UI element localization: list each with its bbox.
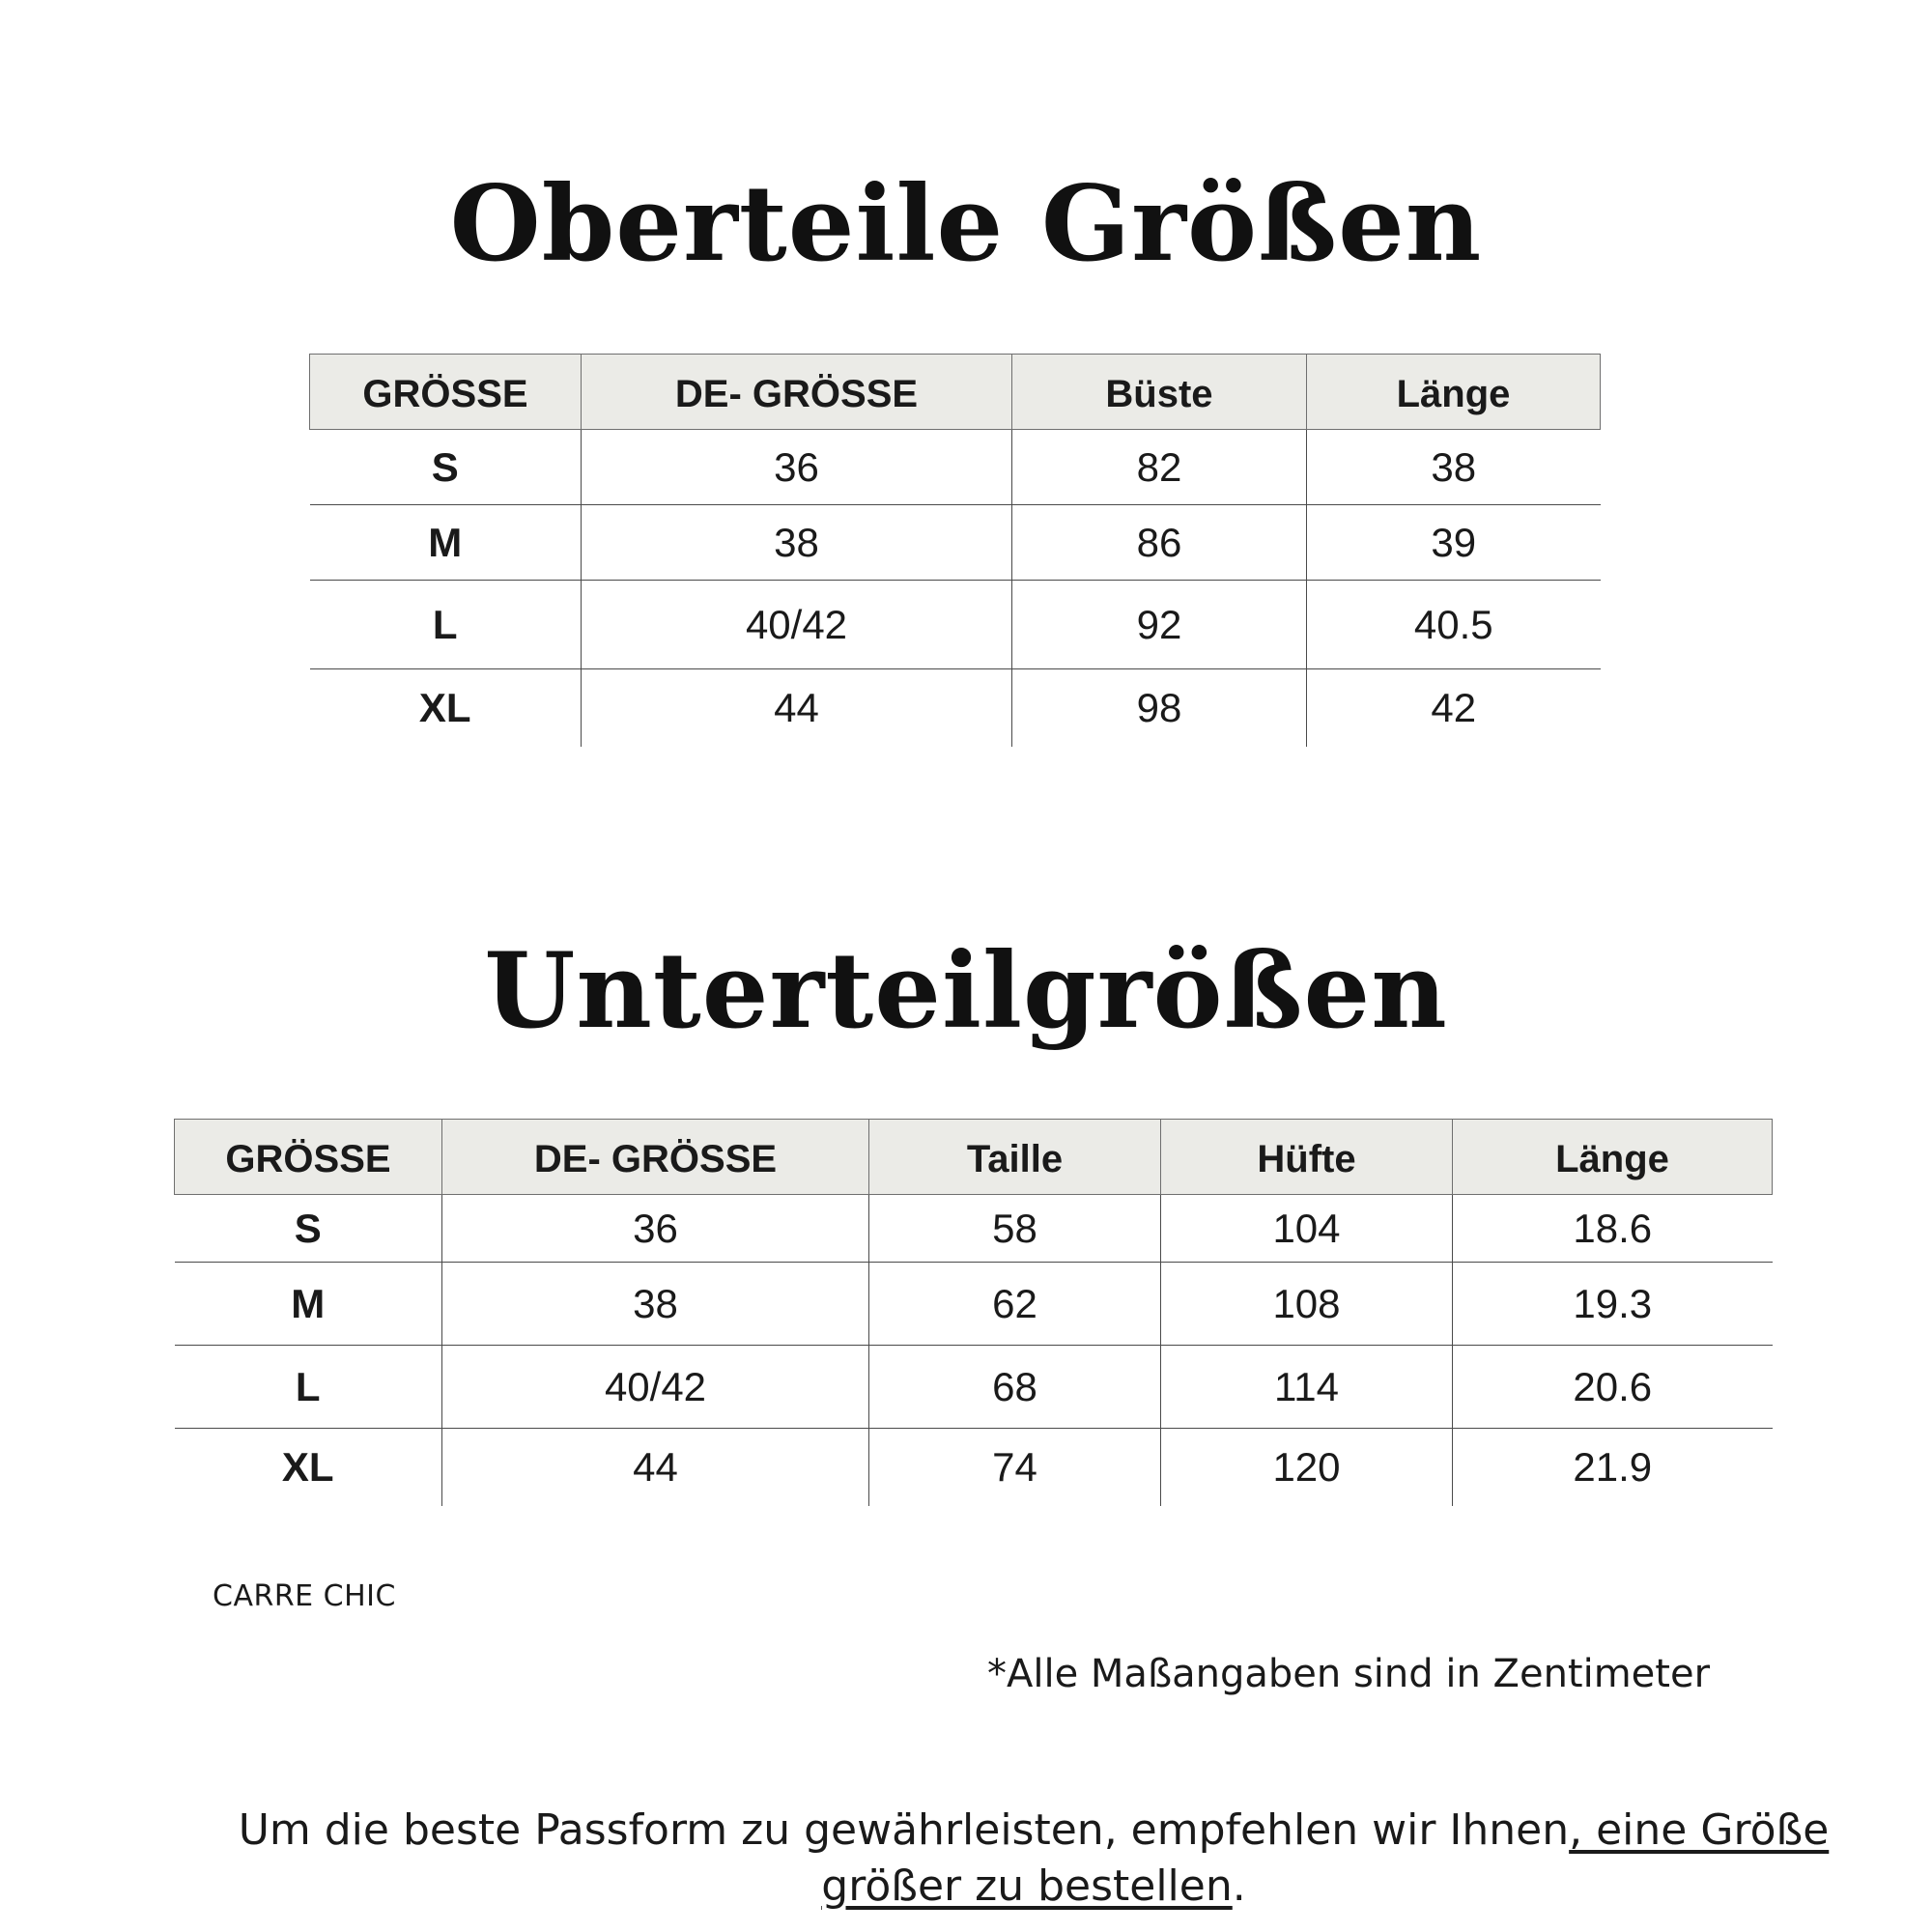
tops-header-row [310,355,1601,430]
length-cell: 19.3 [1453,1263,1773,1346]
fit-advice [203,1803,1864,1915]
size-cell: M [310,505,582,581]
table-row [310,505,1601,581]
bottoms-header-de-size: DE- GRÖSSE [442,1120,869,1195]
bust-cell: 98 [1012,669,1307,747]
de-size-cell: 36 [582,430,1012,505]
tops-header-size: GRÖSSE [310,355,582,430]
bust-cell: 92 [1012,581,1307,669]
bust-cell: 86 [1012,505,1307,581]
brand-label: CARRE CHIC [213,1579,396,1613]
fit-advice-end: . [1232,1861,1246,1911]
size-cell: L [175,1346,442,1429]
tops-header-bust: Büste [1012,355,1307,430]
hip-cell: 114 [1161,1346,1453,1429]
de-size-cell: 40/42 [582,581,1012,669]
length-cell: 18.6 [1453,1195,1773,1263]
length-cell: 40.5 [1307,581,1601,669]
bottoms-header-length: Länge [1453,1120,1773,1195]
de-size-cell: 40/42 [442,1346,869,1429]
de-size-cell: 38 [582,505,1012,581]
bottoms-header-waist: Taille [869,1120,1161,1195]
table-row [310,669,1601,747]
waist-cell: 68 [869,1346,1161,1429]
size-cell: S [310,430,582,505]
bust-cell: 82 [1012,430,1307,505]
de-size-cell: 44 [582,669,1012,747]
tops-header-length: Länge [1307,355,1601,430]
size-cell: L [310,581,582,669]
hip-cell: 108 [1161,1263,1453,1346]
de-size-cell: 44 [442,1429,869,1506]
table-row [310,430,1601,505]
tops-size-title: Oberteile Größen [449,163,1483,285]
length-cell: 21.9 [1453,1429,1773,1506]
length-cell: 39 [1307,505,1601,581]
tops-size-table [309,354,1601,747]
de-size-cell: 36 [442,1195,869,1263]
tops-header-de-size: DE- GRÖSSE [582,355,1012,430]
hip-cell: 120 [1161,1429,1453,1506]
bottoms-size-table [174,1119,1773,1506]
fit-advice-text: Um die beste Passform zu gewährleisten, empfehlen wir Ihnen [238,1805,1570,1855]
table-row [175,1263,1773,1346]
table-row [175,1429,1773,1506]
bottoms-size-title: Unterteilgrößen [484,930,1448,1052]
table-row [175,1346,1773,1429]
bottoms-header-row [175,1120,1773,1195]
hip-cell: 104 [1161,1195,1453,1263]
size-cell: M [175,1263,442,1346]
de-size-cell: 38 [442,1263,869,1346]
waist-cell: 62 [869,1263,1161,1346]
length-cell: 20.6 [1453,1346,1773,1429]
measurement-note: *Alle Maßangaben sind in Zentimeter [987,1652,1711,1696]
bottoms-header-size: GRÖSSE [175,1120,442,1195]
table-row [310,581,1601,669]
waist-cell: 74 [869,1429,1161,1506]
table-row [175,1195,1773,1263]
size-cell: XL [281,1443,334,1490]
waist-cell: 58 [869,1195,1161,1263]
fit-advice-underlined: , eine Größe größer zu bestellen [821,1805,1830,1911]
bottoms-header-hip: Hüfte [1161,1120,1453,1195]
size-cell: S [175,1195,442,1263]
size-cell: XL [418,684,471,730]
length-cell: 42 [1307,669,1601,747]
length-cell: 38 [1307,430,1601,505]
